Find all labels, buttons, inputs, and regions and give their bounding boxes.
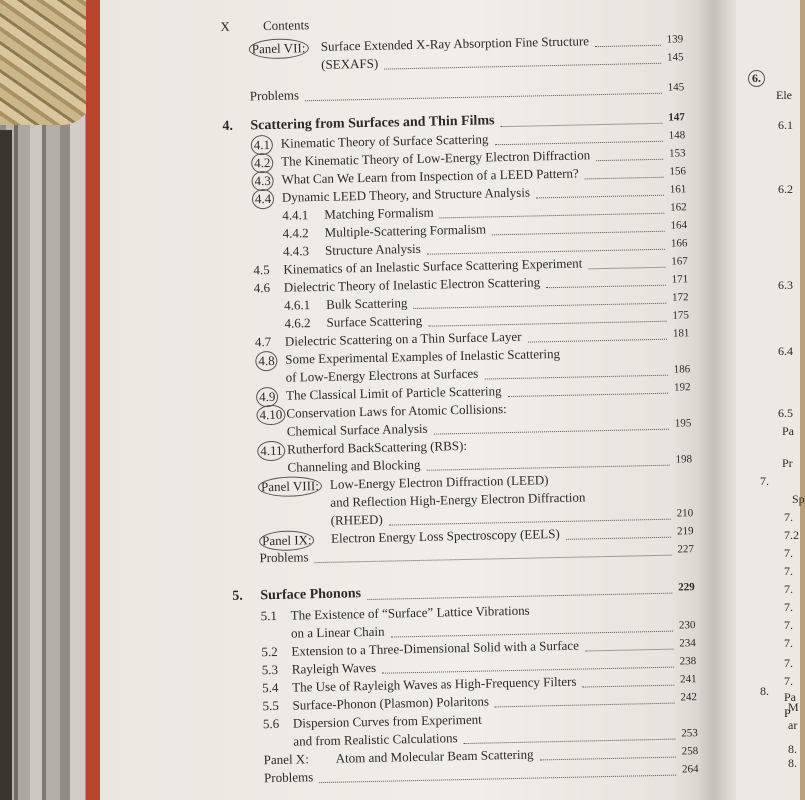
dot-leader [427,248,665,255]
toc-entry-page: 210 [676,507,694,520]
toc-entry-number: 4.10 [256,405,285,426]
dot-leader [391,630,673,638]
toc-entry-title: The Classical Limit of Particle Scattering [285,383,502,403]
right-page-fragment: 8. [788,756,797,770]
toc-entry-title: Problems [249,87,300,104]
toc-entry-title: Problems [259,549,309,566]
right-page-fragment: 8. [788,742,797,756]
toc-entry-title: Multiple-Scattering Formalism [324,221,487,240]
toc-entry-page: 264 [681,763,699,776]
toc-entry-title: Dielectric Theory of Inelastic Electron Scattering [283,274,541,295]
dot-leader [492,230,665,236]
dot-leader [305,92,662,101]
wicker-basket [0,0,92,125]
toc-entry-number: 4.4.2 [282,225,309,241]
right-page-fragment: 7. [760,474,769,488]
dot-leader [528,338,667,343]
dot-leader [500,122,662,127]
dot-leader [546,284,666,289]
toc-entry-title: Extension to a Three-Dimensional Solid with a Surface [291,637,580,659]
dot-leader [367,592,672,600]
toc-entry-page: 147 [668,111,685,124]
right-page-fragment: P [784,706,791,720]
toc-entry-number: 4.6.1 [284,297,311,313]
header-title: Contents [262,17,310,34]
right-page-fragment: 6.5 [778,406,793,420]
toc-entry-title: (SEXAFS) [321,55,379,72]
toc-entry-title: Channeling and Blocking [287,456,421,475]
right-page-fragment: ar [788,718,798,732]
toc-entry-number: 5.1 [260,607,278,624]
page-number-roman: X [220,18,230,34]
toc-entry-title: Dispersion Curves from Experiment [292,711,482,731]
dot-leader [536,194,664,199]
right-page-fragment: 7. [784,600,793,614]
toc-entry-page: 164 [670,219,688,232]
right-page-fragment: Ele [776,88,792,102]
toc-entry-title: The Kinematic Theory of Low-Energy Electron Diffraction [281,147,591,169]
toc-entry-number: 4.5 [253,262,270,278]
toc-entry-title: Electron Energy Loss Spectroscopy (EELS) [330,526,560,546]
toc-entry-title: Structure Analysis [324,240,421,258]
toc-entry-title: Some Experimental Examples of Inelastic Scattering [285,345,561,367]
toc-entry-page: 145 [667,81,685,94]
right-page-fragment: 6.3 [778,278,793,292]
toc-entry-title: Rutherford BackScattering (RBS): [287,437,468,457]
toc-entry-page: 258 [681,745,699,758]
toc-entry-number: 5.6 [262,715,280,732]
book-cover-edge [86,0,100,800]
toc-entry-title: and Reflection High-Energy Electron Diffraction [330,489,586,510]
dot-leader [485,374,668,380]
right-page-fragment: 7. [784,618,793,632]
right-page-fragment: 7. [784,510,793,524]
dot-leader [382,666,674,674]
toc-entry-title: of Low-Energy Electrons at Surfaces [285,365,479,385]
dot-leader [434,428,669,435]
dot-leader [595,44,661,47]
toc-entry-title: Surface-Phonon (Plasmon) Polaritons [292,693,490,713]
toc-entry-title: Dielectric Scattering on a Thin Surface Layer [284,328,522,349]
toc-entry-page: 238 [679,655,697,668]
right-page-fragment: 6.1 [778,118,793,132]
page-header [220,16,309,36]
dot-leader [315,554,672,563]
right-page-fragment: M [788,700,799,714]
toc-entry-page: 192 [673,381,691,394]
toc-entry-number: 4.6.2 [284,315,311,331]
dot-leader [413,302,666,309]
dot-leader [389,518,671,526]
toc-entry-page: 148 [668,129,686,142]
toc-entry-title: Atom and Molecular Beam Scattering [335,746,534,766]
toc-entry-number: 5.5 [262,697,279,714]
right-page-fragment: 6.2 [778,182,793,196]
toc-entry-page: 253 [681,727,698,740]
toc-entry-page: 242 [680,691,698,704]
toc-entry-title: (RHEED) [330,511,383,528]
right-page-fragment: 6. [748,70,765,87]
dot-leader [495,140,663,146]
right-page-fragment: 7. [784,582,793,596]
wood-shadow [0,130,12,800]
toc-entry-title: Surface Scattering [326,312,423,330]
toc-entry-page: 162 [670,201,687,214]
dot-leader [495,702,675,708]
toc-entry-page: 172 [671,291,689,304]
right-page-fragment: 7. [784,546,793,560]
toc-entry-title: Rayleigh Waves [291,659,377,677]
toc-entry-page: 156 [669,165,687,178]
toc-entry-page: 198 [675,453,693,466]
toc-entry-number: 4.9 [256,387,279,407]
toc-entry-page: 241 [679,673,697,686]
toc-entry-title: Problems [263,769,314,786]
toc-entry-number: 5.4 [262,679,279,696]
toc-entry-number: 5.2 [261,643,278,660]
toc-entry-title: Bulk Scattering [326,295,408,312]
dot-leader [582,684,674,688]
toc-entry-page: 161 [669,183,687,196]
toc-entry-title: Dynamic LEED Theory, and Structure Analysis [281,184,531,205]
toc-entry-title: Low-Energy Electron Diffraction (LEED) [329,472,549,492]
toc-entry-title: Kinematics of an Inelastic Surface Scattering Experiment [283,255,583,277]
right-page-fragment: 7. [784,656,793,670]
toc-entry-page: 139 [666,33,684,46]
toc-entry-number: 5.3 [261,661,279,678]
toc-entry-page: 234 [679,637,696,650]
toc-entry-page: 195 [674,417,692,430]
table-of-contents [220,0,706,790]
toc-entry-page: 145 [666,51,684,64]
right-page-fragment: 7. [784,564,793,578]
toc-entry-number: 5. [232,588,243,604]
toc-entry-title: What Can We Learn from Inspection of a LEED Pattern? [281,165,579,187]
toc-entry-number: 4.4 [252,189,275,209]
toc-entry-number: 4.11 [257,441,286,462]
right-page-fragment: 7. [784,674,793,688]
dot-leader [585,176,664,180]
dot-leader [427,464,670,471]
toc-entry-number: 4.2 [251,153,274,173]
toc-entry-number: 4.6 [253,280,271,296]
toc-entry-title: Scattering from Surfaces and Thin Films [250,113,495,134]
toc-entry-title: Surface Phonons [260,586,362,604]
dot-leader [566,536,671,540]
toc-entry-page: 175 [672,309,690,322]
toc-entry-title: The Use of Rayleigh Waves as High-Frequency Filters [292,673,577,695]
book-gutter [700,0,736,800]
right-page-fragment: 8. [760,684,769,698]
toc-entry-number: 4.4.3 [282,243,310,259]
toc-entry-title: Matching Formalism [324,204,434,222]
dot-leader [463,738,675,744]
toc-entry-number: 4. [222,118,234,134]
dot-leader [439,212,664,219]
dot-leader [540,756,676,761]
right-page-fragment: Pa [782,424,794,438]
toc-entry-page: 171 [671,273,689,286]
toc-entry-page: 166 [670,237,688,250]
toc-entry-title: The Existence of “Surface” Lattice Vibrations [290,602,530,623]
toc-entry-page: 181 [672,327,690,340]
dot-leader [429,320,667,327]
toc-entry-title: Conservation Laws for Atomic Collisions: [286,401,507,421]
toc-entry-number: Panel X: [263,751,309,768]
toc-entry-number: 4.4.1 [282,207,309,223]
toc-entry-page: 153 [668,147,686,160]
dot-leader [384,62,661,70]
toc-entry-number: 4.8 [255,351,278,371]
toc-entry-page: 219 [676,525,694,538]
right-page-fragment: 7.2 [784,528,799,542]
toc-entry-page: 229 [678,581,695,594]
dot-leader [585,648,673,652]
toc-entry-title: Chemical Surface Analysis [286,420,428,439]
toc-entry-page: 167 [671,255,688,268]
dot-leader [588,266,665,270]
right-page-fragment: 6.4 [778,344,793,358]
toc-entry-title: Surface Extended X-Ray Absorption Fine Structure [320,33,590,54]
dot-leader [596,158,663,161]
right-page-fragment: Sp [792,492,805,506]
toc-entry-page: 227 [677,543,695,556]
toc-entry-page: 186 [673,363,691,376]
toc-entry-title: and from Realistic Calculations [293,730,458,749]
right-page-fragment: Pr [782,456,793,470]
toc-entry-title: Kinematic Theory of Surface Scattering [280,131,489,151]
toc-entry-title: on a Linear Chain [290,623,385,641]
toc-entry-number: Panel VII: [249,38,309,59]
toc-entry-number: 4.3 [251,171,274,191]
toc-entry-number: 4.7 [254,334,272,350]
toc-entry-number: 4.1 [251,135,274,155]
right-page-fragment: 7. [784,636,793,650]
dot-leader [508,392,668,397]
right-page-fragment: Pa [784,690,796,704]
toc-entry-number: Panel VIII: [258,476,322,497]
toc-entry-page: 230 [678,619,696,632]
toc-entry-number: Panel IX: [259,530,315,551]
dot-leader [319,774,676,783]
